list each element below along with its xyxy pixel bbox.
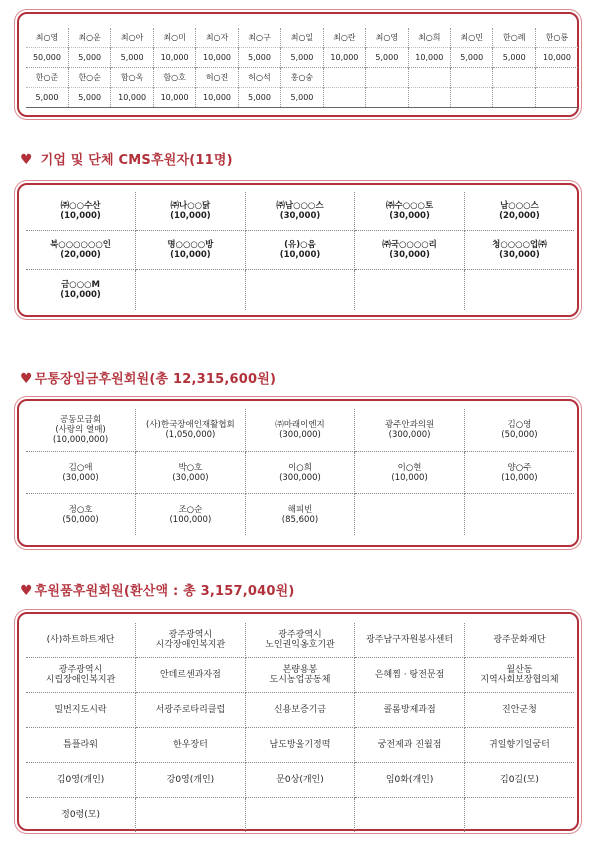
section-heading-corporate: ♥ 기업 및 단체 CMS후원자(11명)	[20, 152, 233, 168]
donor-amount: (10,000)	[501, 472, 538, 483]
donor-name: 최○아	[111, 28, 153, 48]
donor-cell	[245, 623, 355, 658]
donor-amount	[451, 88, 493, 108]
donor-amount: (300,000)	[388, 430, 431, 440]
donor-name-line2: 노인권익옹호기관	[265, 640, 335, 650]
donor-name: 북○○○○○○인	[50, 240, 112, 250]
donor-name: 한우장터	[173, 740, 208, 750]
donor-amount: (30,000)	[62, 472, 99, 483]
donor-cell	[464, 658, 574, 693]
donor-cell	[245, 693, 355, 728]
donor-name-line2: (사랑의 열매)	[55, 425, 106, 435]
donor-amount: (300,000)	[279, 430, 321, 440]
donor-amount: 10,000	[111, 88, 153, 108]
table-row	[26, 270, 574, 311]
donor-name: 함○옥	[111, 68, 153, 88]
donor-name: 명○○○○방	[167, 240, 214, 250]
donor-name	[323, 68, 365, 88]
donor-cell	[464, 270, 574, 311]
donor-name: 김0영(개인)	[56, 775, 105, 785]
donor-name-line2: 지역사회보장협의체	[480, 675, 559, 685]
donor-amount: (50,000)	[501, 430, 538, 440]
donor-name: 한○순	[68, 68, 110, 88]
donor-name: 최○자	[196, 28, 238, 48]
donor-cell	[136, 452, 246, 494]
donor-amount: (85,600)	[281, 514, 319, 525]
donor-name: 이○현	[397, 462, 422, 473]
donor-cell	[245, 231, 355, 270]
donor-amount: 10,000	[153, 48, 195, 68]
donor-name: 한○룡	[545, 33, 569, 42]
donor-amount-row	[26, 48, 578, 68]
donor-cell	[355, 270, 465, 311]
bank-transfer-donor-table	[26, 409, 574, 535]
donor-name	[493, 68, 535, 88]
donor-amount: 10,000	[196, 48, 238, 68]
donor-cell	[245, 763, 355, 798]
donor-amount: 10,000	[153, 88, 195, 108]
donor-amount: 5,000	[493, 48, 535, 68]
donor-name: 본량용봉	[282, 665, 318, 675]
donor-cell	[464, 693, 574, 728]
donor-name-line2: 시립장애인복지관	[45, 675, 116, 685]
donor-name: 허○석	[238, 68, 280, 88]
donor-cell	[136, 763, 246, 798]
donor-cell	[464, 763, 574, 798]
donor-cell	[355, 728, 465, 763]
donor-cell	[245, 494, 355, 536]
table-row	[26, 763, 574, 798]
donor-cell	[355, 452, 465, 494]
donor-amount: (30,000)	[279, 211, 321, 221]
donor-cell	[245, 192, 355, 231]
donor-name: ㈜남○○○스	[276, 201, 324, 211]
donor-amount: (30,000)	[389, 250, 430, 260]
donor-name-row	[26, 28, 578, 48]
donor-name: 귀일향기일굼터	[489, 740, 550, 750]
donor-name: 콜롬방제과점	[383, 705, 436, 715]
donor-cell	[464, 728, 574, 763]
donor-name: 광주안과의원	[384, 420, 435, 430]
donor-name: 김0길(모)	[500, 775, 539, 785]
donor-name: 최○일	[281, 28, 323, 48]
donor-name: 허○진	[196, 68, 238, 88]
donor-name	[366, 68, 408, 88]
donor-cell	[245, 798, 355, 833]
donor-cell	[245, 658, 355, 693]
donor-amount	[408, 88, 450, 108]
donor-name	[451, 68, 493, 88]
cms-donor-table	[26, 28, 578, 108]
donor-cell	[26, 494, 136, 536]
donor-name: 문0상(개인)	[276, 775, 324, 785]
donor-name: 궁전제과 진월점	[377, 740, 442, 750]
donor-cell	[245, 728, 355, 763]
donor-name: 강0영(개인)	[166, 775, 215, 785]
donor-amount: (20,000)	[499, 211, 540, 221]
donor-amount: (10,000,000)	[52, 435, 109, 445]
donor-amount: 5,000	[68, 48, 110, 68]
donor-name: 김○애	[68, 462, 93, 473]
donor-name: 광주문화재단	[493, 635, 546, 645]
donor-name: 최○운	[68, 28, 110, 48]
donor-cell	[136, 494, 246, 536]
donor-amount: 10,000	[196, 88, 238, 108]
donor-amount: (1,050,000)	[165, 430, 216, 440]
donor-cell	[26, 409, 136, 452]
donor-amount: 5,000	[281, 88, 323, 108]
donor-cell	[355, 658, 465, 693]
donor-amount: (50,000)	[62, 514, 99, 525]
donor-cell	[26, 452, 136, 494]
donor-cell	[464, 452, 574, 494]
donor-cell	[136, 192, 246, 231]
donor-amount: 5,000	[281, 48, 323, 68]
donor-cell	[464, 409, 574, 452]
donor-name	[408, 68, 450, 88]
donor-amount	[323, 88, 365, 108]
donor-name: ㈜나○○닭	[170, 201, 211, 211]
donor-amount: (30,000)	[389, 211, 430, 221]
donor-name: 양○주	[507, 462, 532, 473]
donor-cell	[26, 270, 136, 311]
donor-name: 광주광역시	[278, 630, 322, 640]
donor-cell	[464, 192, 574, 231]
donor-amount: (10,000)	[391, 472, 428, 483]
donor-name: 청○○○○업㈜	[492, 240, 547, 250]
donor-amount: (10,000)	[60, 211, 101, 221]
donor-amount: 5,000	[366, 48, 408, 68]
donor-cell	[355, 192, 465, 231]
donor-name: 조○순	[178, 504, 203, 515]
table-row	[26, 192, 574, 231]
donor-cell	[355, 231, 465, 270]
donor-amount: 5,000	[26, 88, 68, 108]
donor-cell	[136, 231, 246, 270]
donor-cell	[355, 494, 465, 536]
heart-icon: ♥	[20, 152, 33, 168]
donor-name: 정○호	[68, 504, 93, 515]
donor-name: ㈜국○○○○리	[382, 240, 437, 250]
corporate-donor-table	[26, 192, 574, 310]
table-row	[26, 231, 574, 270]
donor-cell	[355, 693, 465, 728]
donor-amount: (10,000)	[279, 250, 321, 260]
donor-amount: (30,000)	[499, 250, 540, 260]
donor-amount: 5,000	[238, 48, 280, 68]
donor-cell	[26, 658, 136, 693]
table-row	[26, 494, 574, 536]
donor-cell	[26, 623, 136, 658]
section-heading-in-kind: ♥ 후원품후원회원(환산액 : 총 3,157,040원)	[20, 583, 295, 599]
donor-cell	[136, 623, 246, 658]
donor-cell	[355, 409, 465, 452]
donor-amount: 10,000	[408, 48, 450, 68]
donor-amount: (30,000)	[172, 472, 209, 483]
donor-name: 금○○○M	[61, 280, 100, 290]
donor-amount: 5,000	[111, 48, 153, 68]
donor-cell	[136, 270, 246, 311]
donor-name: 정0령(모)	[61, 810, 100, 820]
donor-name: ㈜○○수산	[60, 201, 101, 211]
donor-cell	[464, 231, 574, 270]
donor-amount-row	[26, 88, 578, 108]
table-row	[26, 693, 574, 728]
donor-name-line2: 시각장애인복지관	[155, 640, 226, 650]
donor-name: 함○호	[153, 68, 195, 88]
donor-name: 최○영	[366, 28, 408, 48]
donor-name: 최○란	[323, 28, 365, 48]
table-row	[26, 409, 574, 452]
donor-name: 서광주로타리클럽	[155, 705, 226, 715]
table-row	[26, 658, 574, 693]
donor-name: (유)○음	[284, 240, 316, 250]
table-row	[26, 452, 574, 494]
donor-name: 해피빈	[287, 504, 313, 515]
donor-cell	[136, 658, 246, 693]
donor-name: (사)하트하트재단	[46, 635, 115, 645]
donor-name: 남○○○스	[500, 201, 539, 211]
donor-amount: 10,000	[323, 48, 365, 68]
donor-cell	[26, 728, 136, 763]
donor-amount: (100,000)	[169, 514, 212, 525]
donor-name: 남도방울기정떡	[269, 740, 331, 750]
donor-cell	[464, 798, 574, 833]
donor-name: 최○희	[408, 28, 450, 48]
donor-name: 신용보증기금	[273, 705, 327, 715]
donor-name: (사)한국장애인재활협회	[146, 420, 235, 430]
donor-cell	[136, 693, 246, 728]
donor-name: 한○준	[26, 68, 68, 88]
donor-name-line2: 도시농업공동체	[269, 675, 331, 685]
donor-amount: (300,000)	[279, 472, 321, 483]
donor-name: 최○민	[451, 28, 493, 48]
donor-name: 홍○숭	[281, 68, 323, 88]
donor-name: 광주남구자원봉사센터	[366, 635, 454, 645]
donor-cell	[26, 798, 136, 833]
donor-cell	[355, 623, 465, 658]
donor-name: 김○영	[507, 420, 532, 430]
donor-cell	[26, 763, 136, 798]
donor-name: 틈플라워	[63, 740, 98, 750]
donor-name: 최○구	[238, 28, 280, 48]
donor-amount: 10,000	[535, 48, 578, 68]
heart-icon: ♥	[20, 371, 33, 387]
donor-cell	[136, 409, 246, 452]
donor-amount: 50,000	[26, 48, 68, 68]
donor-cell	[355, 798, 465, 833]
donor-amount: (20,000)	[60, 250, 101, 260]
donor-name: 이○희	[288, 462, 312, 473]
donor-name: 월산동	[506, 665, 533, 675]
donor-name: 임0화(개인)	[385, 775, 434, 785]
donor-cell	[26, 231, 136, 270]
donor-name: 은혜찜 · 탕전문점	[374, 670, 445, 680]
donor-amount	[535, 88, 578, 108]
donor-name: 광주광역시	[168, 630, 213, 640]
donor-amount	[366, 88, 408, 108]
donor-amount: (10,000)	[170, 211, 211, 221]
donor-amount	[493, 88, 535, 108]
donor-cell	[464, 494, 574, 536]
table-row	[26, 728, 574, 763]
table-row	[26, 623, 574, 658]
donor-amount: 5,000	[238, 88, 280, 108]
donor-name: 최○미	[153, 28, 195, 48]
donor-cell	[245, 409, 355, 452]
in-kind-donor-table	[26, 623, 574, 832]
donor-name: ㈜수○○○토	[385, 201, 434, 211]
donor-cell	[26, 693, 136, 728]
donor-cell	[245, 452, 355, 494]
donor-cell	[26, 192, 136, 231]
donor-name: 광주광역시	[58, 665, 103, 675]
section-heading-bank-transfer: ♥ 무통장입금후원회원(총 12,315,600원)	[20, 371, 277, 387]
donor-name: 진안군청	[502, 705, 537, 715]
donor-name-row	[26, 68, 578, 88]
donor-cell	[355, 763, 465, 798]
donor-name	[535, 68, 578, 88]
donor-name: 한○례	[493, 28, 535, 48]
donor-cell	[245, 270, 355, 311]
donor-name: ㈜마래이엔지	[275, 420, 325, 430]
heart-icon: ♥	[20, 583, 33, 599]
donor-amount: (10,000)	[170, 250, 211, 260]
donor-name: 공동모금회	[60, 415, 102, 425]
donor-amount: 5,000	[451, 48, 493, 68]
donor-cell	[136, 798, 246, 833]
table-row	[26, 798, 574, 833]
donor-name: 최○영	[26, 28, 68, 48]
donor-cell	[464, 623, 574, 658]
donor-name: 박○호	[178, 462, 203, 473]
donor-amount: (10,000)	[60, 290, 101, 300]
donor-name: 밀번지도시락	[54, 705, 107, 715]
donor-amount: 5,000	[68, 88, 110, 108]
donor-cell	[136, 728, 246, 763]
donor-name: 안데르센과자점	[159, 670, 221, 680]
